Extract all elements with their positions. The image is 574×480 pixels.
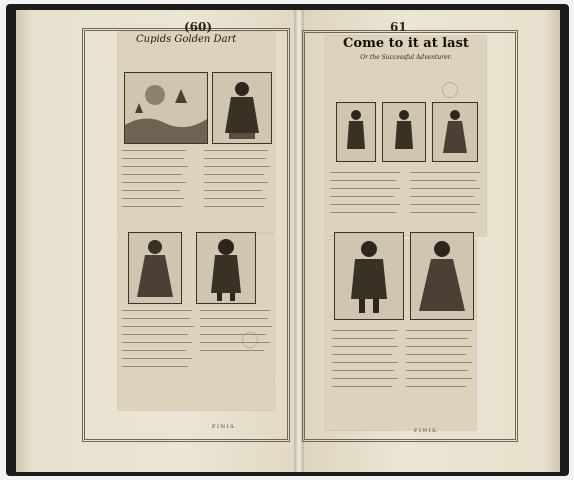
text-line (330, 172, 400, 173)
woodcut-cavalier-image (334, 232, 404, 320)
woodcut-man-image (336, 102, 376, 162)
text-line (406, 346, 472, 347)
text-line (332, 386, 392, 387)
text-line (122, 198, 184, 199)
text-line (332, 362, 398, 363)
woodcut-man-image (382, 102, 426, 162)
text-line (122, 366, 188, 367)
text-line (204, 198, 266, 199)
text-line (332, 354, 392, 355)
text-line (122, 326, 194, 327)
text-line (406, 330, 472, 331)
text-line (122, 318, 190, 319)
text-line (122, 206, 182, 207)
text-line (332, 370, 394, 371)
left-ballad-title: Cupids Golden Dart (136, 34, 237, 45)
text-line (204, 166, 270, 167)
text-line (204, 190, 262, 191)
woodcut-landscape-image (124, 72, 208, 144)
text-line (406, 362, 472, 363)
text-line (330, 212, 396, 213)
text-line (330, 180, 396, 181)
right-page-number: 61 (390, 20, 407, 34)
text-line (122, 190, 180, 191)
text-line (122, 350, 186, 351)
text-line (406, 354, 466, 355)
text-line (204, 158, 266, 159)
text-line (204, 150, 268, 151)
text-line (200, 326, 272, 327)
text-line (204, 174, 264, 175)
text-line (122, 342, 192, 343)
text-line (204, 206, 264, 207)
woodcut-lady-image (410, 232, 474, 320)
woodcut-gentleman-image (196, 232, 256, 304)
text-line (330, 188, 400, 189)
text-line (122, 334, 188, 335)
text-line (200, 342, 270, 343)
text-line (122, 158, 184, 159)
text-line (122, 150, 186, 151)
text-line (406, 386, 466, 387)
text-line (332, 346, 398, 347)
text-line (204, 182, 268, 183)
right-ballad-subtitle: Or the Successful Adventurer. (360, 54, 452, 61)
text-line (122, 166, 188, 167)
text-line (332, 330, 398, 331)
text-line (122, 174, 182, 175)
text-line (406, 338, 468, 339)
woodcut-figure-image (212, 72, 272, 144)
text-line (410, 204, 480, 205)
text-line (200, 350, 264, 351)
library-stamp-mark (442, 82, 458, 98)
text-line (122, 182, 186, 183)
text-line (410, 188, 480, 189)
text-line (332, 378, 398, 379)
text-line (410, 172, 480, 173)
text-line (122, 310, 192, 311)
text-line (332, 338, 394, 339)
woodcut-lady-image (128, 232, 182, 304)
woodcut-woman-image (432, 102, 478, 162)
text-line (330, 196, 394, 197)
text-line (406, 378, 472, 379)
right-ballad-title: Come to it at last (343, 36, 469, 51)
library-stamp-mark (242, 332, 258, 348)
text-line (406, 370, 468, 371)
text-line (410, 212, 476, 213)
left-page-footer: F I N I S. (212, 424, 235, 430)
text-line (330, 204, 400, 205)
left-page-number: (60) (184, 20, 213, 34)
text-line (410, 196, 474, 197)
text-line (410, 180, 476, 181)
text-line (200, 318, 268, 319)
text-line (122, 358, 192, 359)
text-line (200, 310, 270, 311)
right-page-footer: F I N I S. (414, 428, 437, 434)
